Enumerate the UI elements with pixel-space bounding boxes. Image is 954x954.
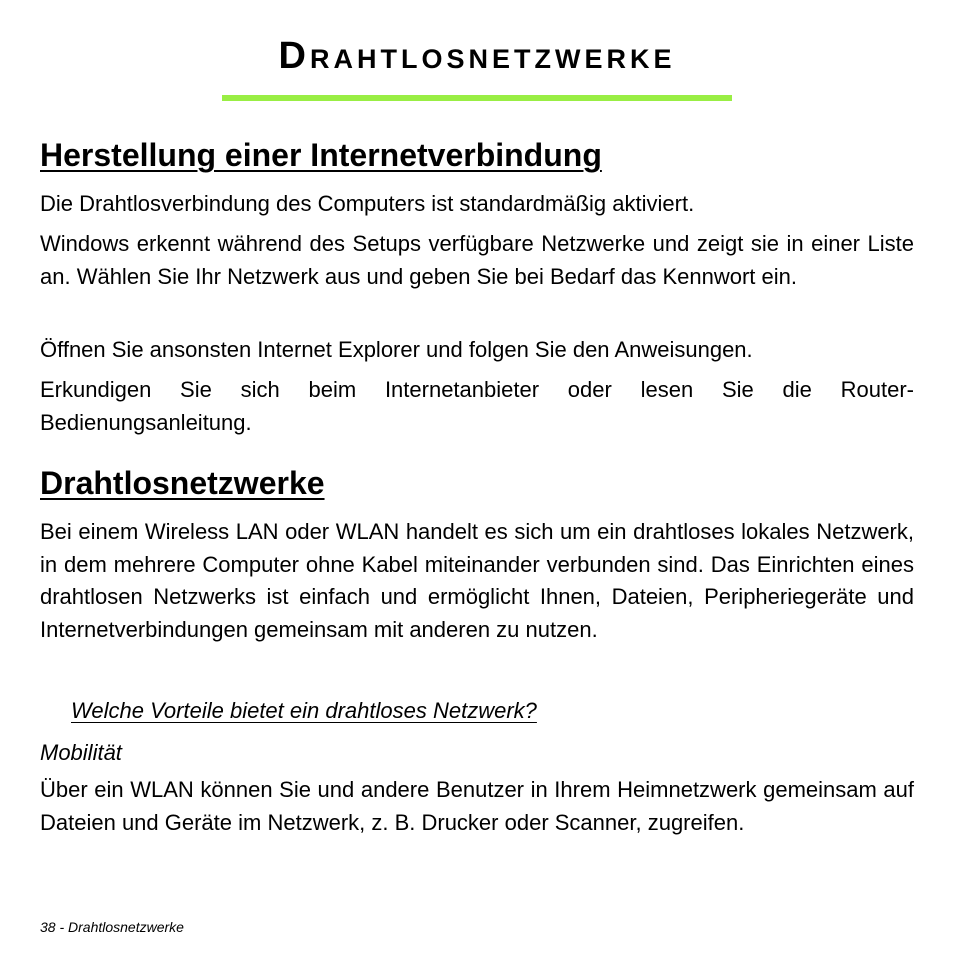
question-heading: Welche Vorteile bietet ein drahtloses Netzwerk? xyxy=(71,698,537,723)
title-accent-rule xyxy=(222,95,732,101)
paragraph-wlan-intro: Bei einem Wireless LAN oder WLAN handelt es sich um ein drahtloses lokales Netzwerk, in dem mehrere Computer ohne Kabel miteinander verbunden sind. Das Einrichten eines drahtlosen Netzwerks ist einfach und ermöglicht Ihnen, Dateien, Peripheriegeräte und Internetverbindungen gemeinsam mit anderen zu nutzen. xyxy=(40,519,914,642)
paragraph-windows-detects: Windows erkennt während des Setups verfügbare Netzwerke und zeigt sie in einer Liste an. Wählen Sie Ihr Netzwerk aus und geben Sie bei Bedarf das Kennwort ein. xyxy=(40,231,914,289)
paragraph-open-explorer: Öffnen Sie ansonsten Internet Explorer und folgen Sie den Anweisungen. xyxy=(40,337,753,362)
chapter-title: Drahtlosnetzwerke xyxy=(278,35,676,77)
paragraph-ask-provider: Erkundigen Sie sich beim Internetanbieter oder lesen Sie die Router-Bedienungsanleitung. xyxy=(40,377,914,435)
section-heading-wireless-networks: Drahtlosnetzwerke xyxy=(40,465,325,501)
subheading-mobility: Mobilität xyxy=(40,740,122,765)
section-heading-internet-connection: Herstellung einer Internetverbindung xyxy=(40,137,602,173)
paragraph-default-enabled: Die Drahtlosverbindung des Computers ist standardmäßig aktiviert. xyxy=(40,191,695,216)
paragraph-mobility-body: Über ein WLAN können Sie und andere Benutzer in Ihrem Heimnetzwerk gemeinsam auf Dateien und Geräte im Netzwerk, z. B. Drucker oder Scanner, zugreifen. xyxy=(40,777,914,835)
page-footer: 38 - Drahtlosnetzwerke xyxy=(40,919,184,935)
